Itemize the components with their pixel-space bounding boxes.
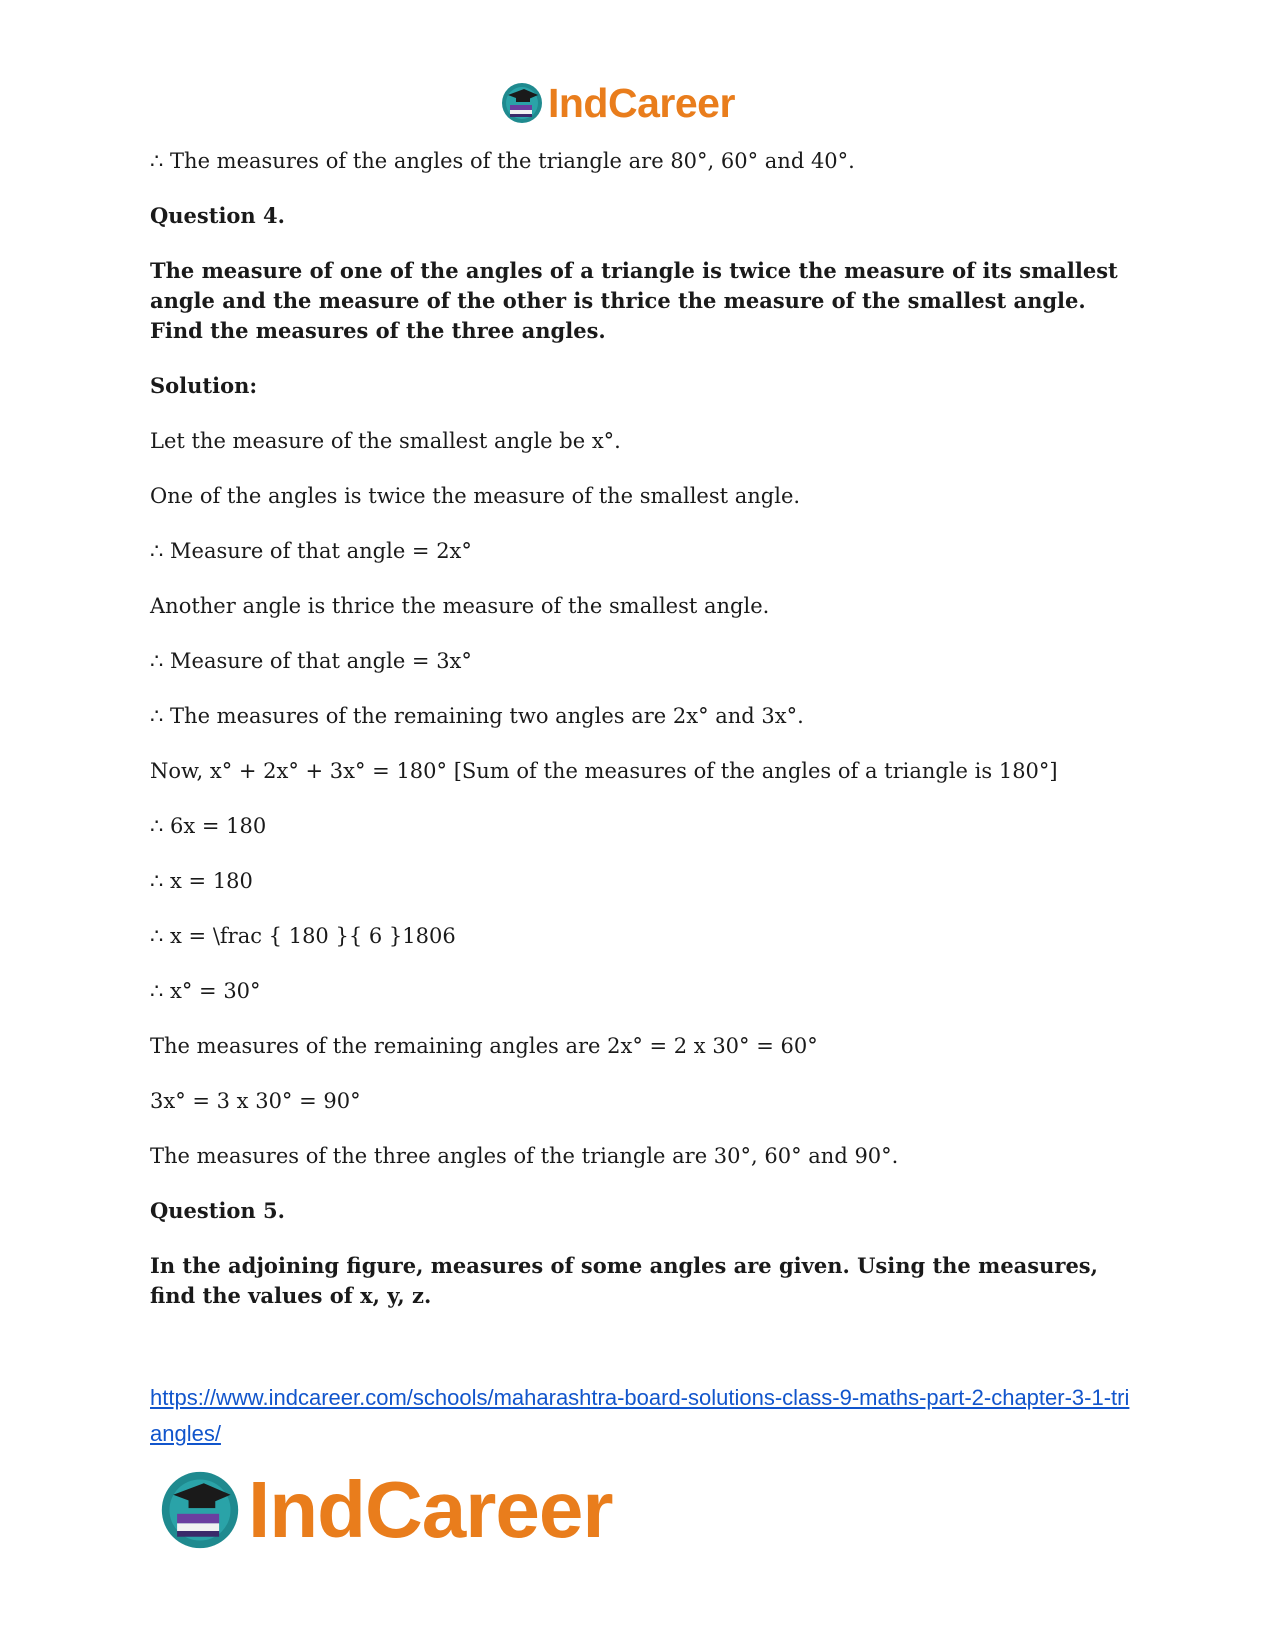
paragraph: ∴ 6x = 180 bbox=[150, 814, 267, 838]
paragraph: Let the measure of the smallest angle be x°. bbox=[150, 429, 621, 453]
brand-logo-text: IndCareer bbox=[548, 79, 735, 126]
graduation-book-icon bbox=[158, 1468, 242, 1552]
source-link[interactable]: https://www.indcareer.com/schools/maharashtra-board-solutions-class-9-maths-part-2-chapter-3-1-triangles/ bbox=[150, 1385, 1130, 1446]
question-heading: Question 4. bbox=[150, 203, 285, 228]
graduation-book-icon bbox=[500, 81, 544, 125]
paragraph: ∴ The measures of the angles of the triangle are 80°, 60° and 40°. bbox=[150, 149, 855, 173]
paragraph: ∴ x° = 30° bbox=[150, 979, 261, 1003]
paragraph: ∴ x = \frac { 180 }{ 6 }1806 bbox=[150, 924, 456, 948]
header-logo bbox=[500, 78, 735, 128]
document-body bbox=[150, 146, 1130, 1336]
footer-logo bbox=[158, 1465, 612, 1555]
paragraph: 3x° = 3 x 30° = 90° bbox=[150, 1089, 361, 1113]
solution-heading: Solution: bbox=[150, 373, 258, 398]
paragraph: The measures of the three angles of the triangle are 30°, 60° and 90°. bbox=[150, 1144, 899, 1168]
paragraph: ∴ The measures of the remaining two angles are 2x° and 3x°. bbox=[150, 704, 804, 728]
brand-logo-text: IndCareer bbox=[248, 1465, 613, 1554]
paragraph: The measures of the remaining angles are 2x° = 2 x 30° = 60° bbox=[150, 1034, 818, 1058]
paragraph: One of the angles is twice the measure of the smallest angle. bbox=[150, 484, 801, 508]
question-text: The measure of one of the angles of a triangle is twice the measure of its smallest angle and the measure of the other is thrice the measure of the smallest angle. Find the measures of the three angles. bbox=[150, 258, 1118, 343]
paragraph: ∴ Measure of that angle = 3x° bbox=[150, 649, 472, 673]
paragraph: ∴ x = 180 bbox=[150, 869, 253, 893]
paragraph: Another angle is thrice the measure of the smallest angle. bbox=[150, 594, 770, 618]
question-text: In the adjoining figure, measures of some angles are given. Using the measures, find the values of x, y, z. bbox=[150, 1253, 1098, 1308]
paragraph: ∴ Measure of that angle = 2x° bbox=[150, 539, 472, 563]
question-heading: Question 5. bbox=[150, 1198, 285, 1223]
paragraph: Now, x° + 2x° + 3x° = 180° [Sum of the measures of the angles of a triangle is 180°] bbox=[150, 759, 1058, 783]
